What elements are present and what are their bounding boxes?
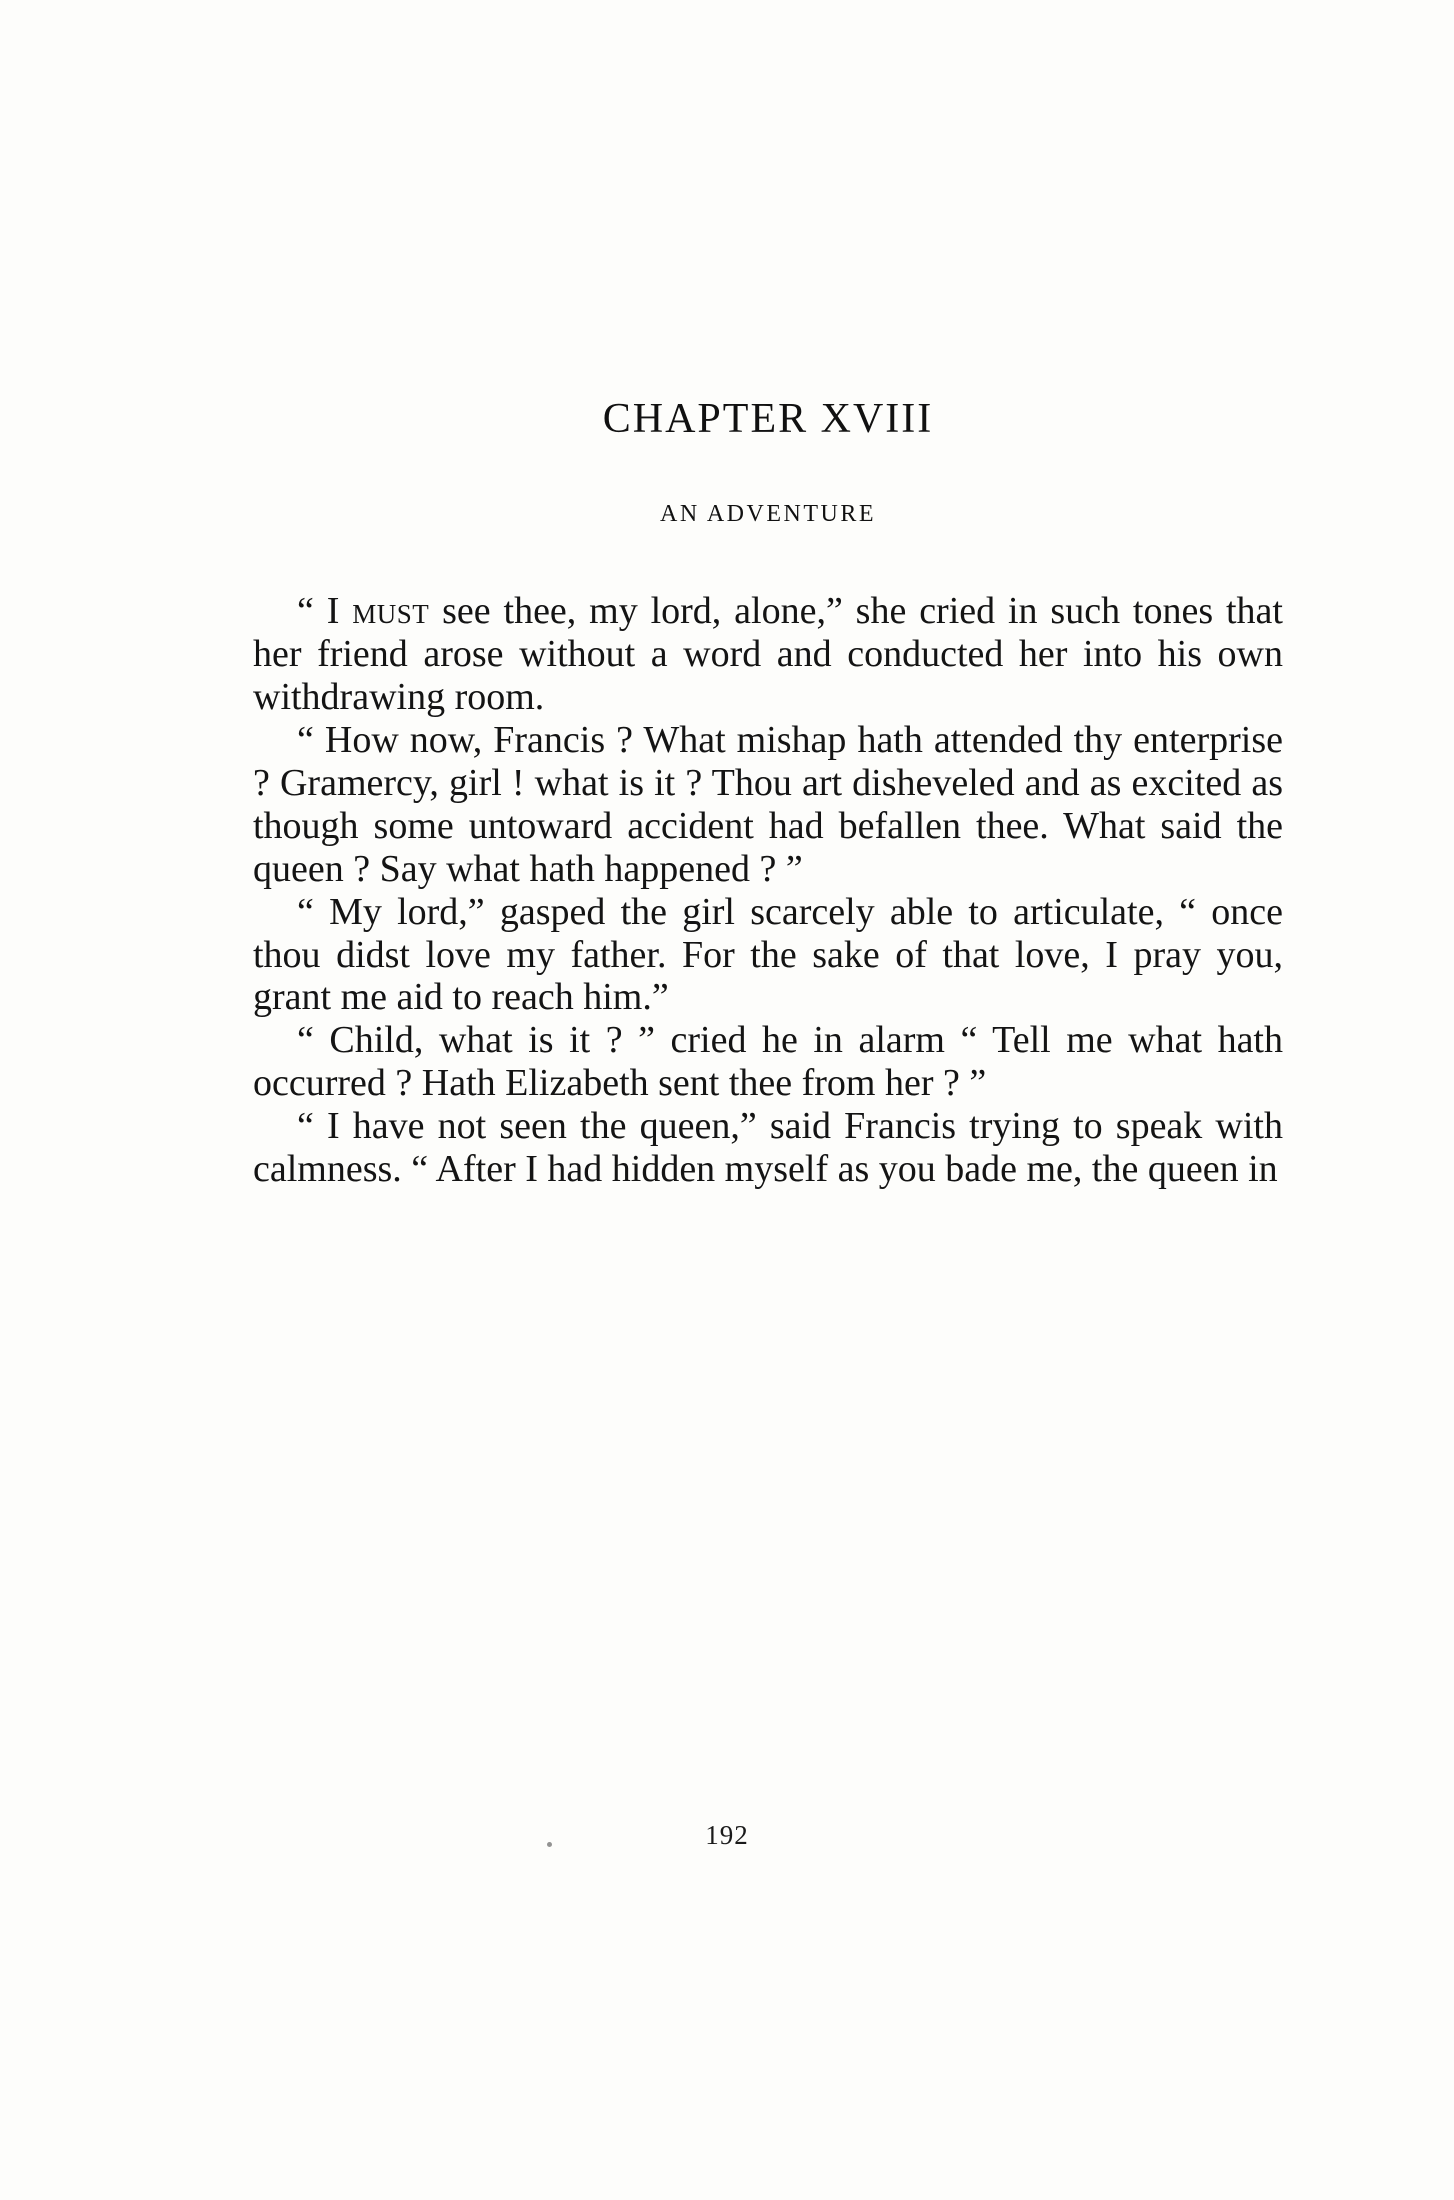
paragraph: “ I have not seen the queen,” said Francis trying to speak with calmness. “ After I had hidden myself as you bade me, the queen in bbox=[253, 1105, 1283, 1191]
paragraph: “ Child, what is it ? ” cried he in alarm “ Tell me what hath occurred ? Hath Elizabeth sent thee from her ? ” bbox=[253, 1019, 1283, 1105]
body-copy bbox=[253, 590, 1283, 1191]
paragraph: “ My lord,” gasped the girl scarcely able to articulate, “ once thou didst love my father. For the sake of that love, I pray you, grant me aid to reach him.” bbox=[253, 890, 1283, 1019]
paragraph: “ I must see thee, my lord, alone,” she cried in such tones that her friend arose without a word and conducted her into his own withdrawing room. bbox=[253, 590, 1283, 718]
small-caps-word: must bbox=[352, 590, 430, 632]
page-number: 192 bbox=[705, 1820, 749, 1850]
chapter-title: CHAPTER XVIII bbox=[602, 396, 934, 442]
page-text-block bbox=[253, 395, 1283, 1191]
paragraph: “ How now, Francis ? What mishap hath attended thy enterprise ? Gramercy, girl ! what is it ? Thou art disheveled and as excited as though some untoward accident had befallen thee. What said the queen ? Say what hath happened ? ” bbox=[253, 718, 1283, 890]
chapter-subtitle: AN ADVENTURE bbox=[660, 501, 876, 527]
